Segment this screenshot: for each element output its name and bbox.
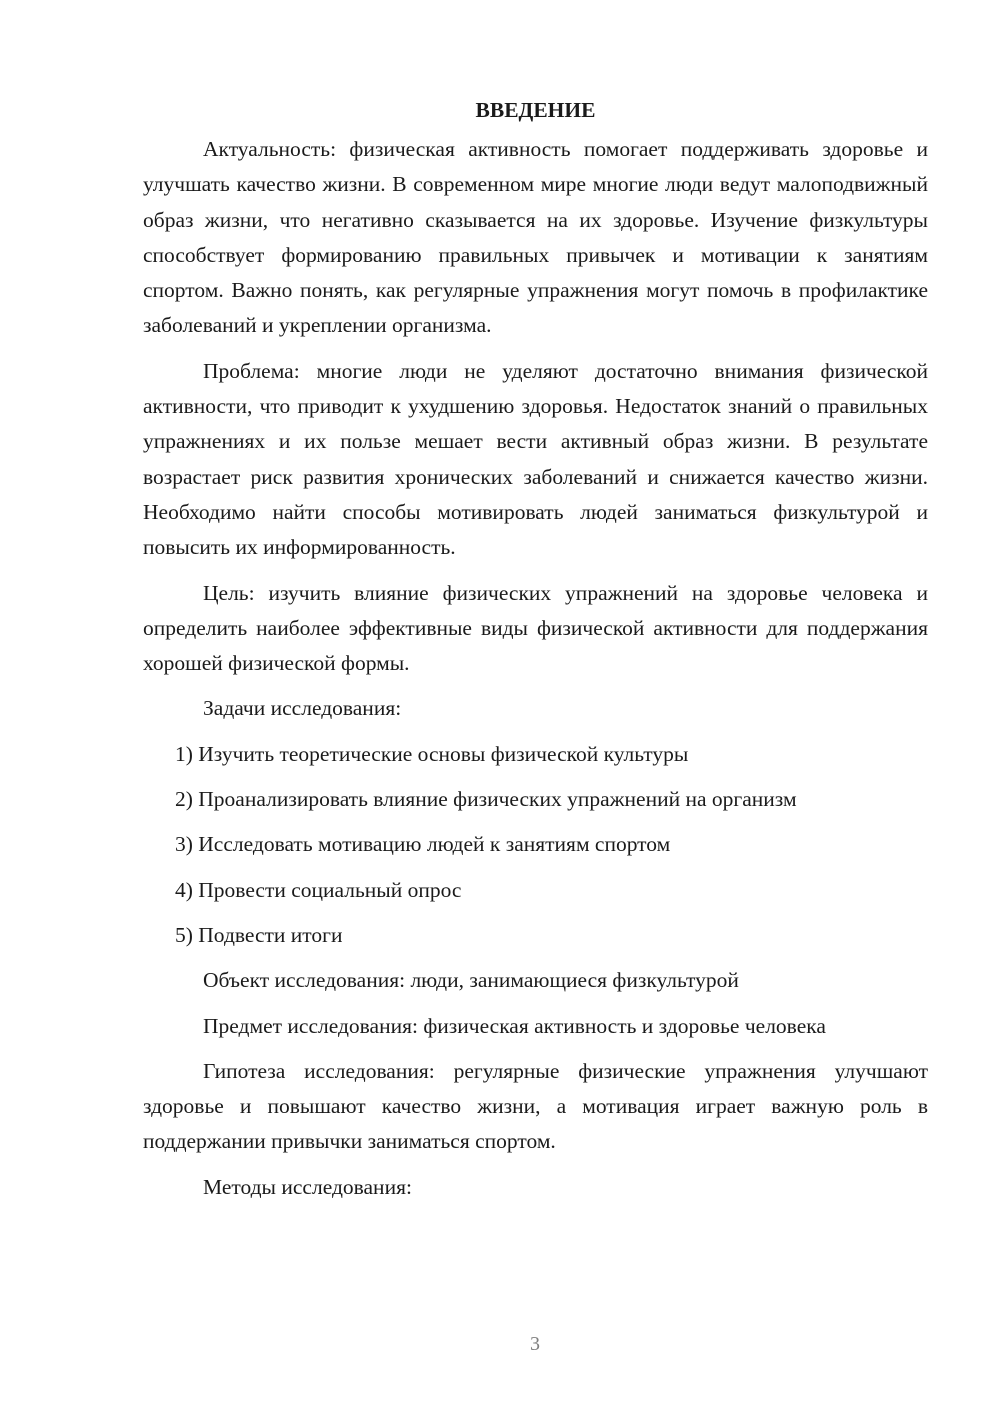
research-object: Объект исследования: люди, занимающиеся физкультурой <box>203 968 739 993</box>
relevance-paragraph: Актуальность: физическая активность помогает поддерживать здоровье и улучшать качество жизни. В современном мире многие люди ведут малоподвижный образ жизни, что негативно сказывается на их здоровье. Изучение физкультуры способствует формированию правильных привычек и мотивации к занятиям спортом. Важно понять, как регулярные упражнения могут помочь в профилактике заболеваний и укреплении организма. <box>143 137 928 338</box>
goal-paragraph: Цель: изучить влияние физических упражнений на здоровье человека и определить наиболее эффективные виды физической активности для поддержания хорошей физической формы. <box>143 580 928 676</box>
tasks-list <box>143 737 928 953</box>
methods-heading: Методы исследования: <box>203 1174 412 1199</box>
task-item: 1) Изучить теоретические основы физической культуры <box>175 741 689 766</box>
task-item: 2) Проанализировать влияние физических упражнений на организм <box>175 787 797 812</box>
hypothesis-paragraph: Гипотеза исследования: регулярные физические упражнения улучшают здоровье и повышают качество жизни, а мотивация играет важную роль в поддержании привычки заниматься спортом. <box>143 1058 928 1154</box>
research-subject: Предмет исследования: физическая активность и здоровье человека <box>203 1013 826 1038</box>
problem-paragraph: Проблема: многие люди не уделяют достаточно внимания физической активности, что приводит к ухудшению здоровья. Недостаток знаний о правильных упражнениях и их пользе мешает вести активный образ жизни. В результате возрастает риск развития хронических заболеваний и снижается качество жизни. Необходимо найти способы мотивировать людей заниматься физкультурой и повысить их информированность. <box>143 358 928 560</box>
task-item: 4) Провести социальный опрос <box>175 877 462 902</box>
task-item: 5) Подвести итоги <box>175 922 343 947</box>
page-title: ВВЕДЕНИЕ <box>475 98 596 122</box>
tasks-heading: Задачи исследования: <box>203 696 402 721</box>
task-item: 3) Исследовать мотивацию людей к занятиям спортом <box>175 832 671 857</box>
page-number: 3 <box>530 1333 540 1355</box>
document-page <box>143 92 928 1215</box>
